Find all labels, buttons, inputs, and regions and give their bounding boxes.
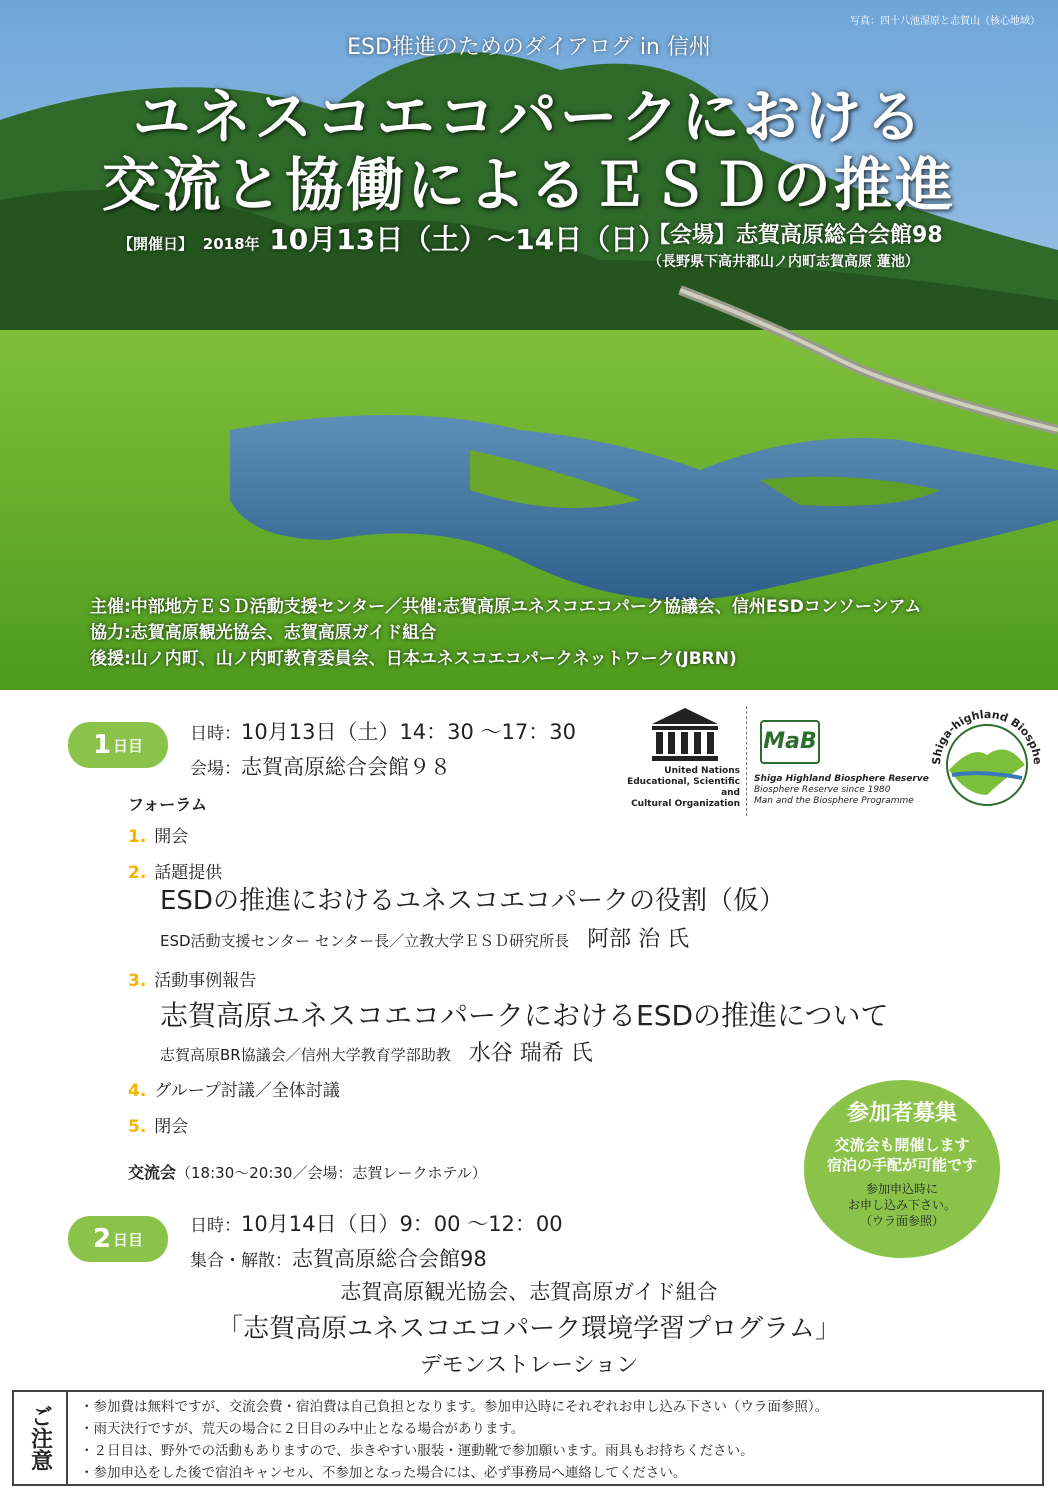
notice-heading: ご注意 bbox=[14, 1392, 68, 1484]
mab-caption: Biosphere Reserve since 1980 bbox=[754, 785, 891, 795]
recruit-line: 交流会も開催します bbox=[834, 1136, 970, 1154]
recruit-badge bbox=[804, 1080, 1000, 1258]
notice-box bbox=[12, 1390, 1044, 1486]
talk1-speaker-role: ESD活動支援センター センター長／立教大学ＥＳＤ研究所長 bbox=[160, 932, 570, 950]
date-year: 2018年 bbox=[202, 235, 260, 253]
talk1-speaker-name: 阿部 治 氏 bbox=[587, 927, 690, 952]
talk1-speaker bbox=[160, 922, 689, 953]
social-event bbox=[128, 1160, 487, 1183]
event-title-line2: 交流と協働によるＥＳＤの推進 bbox=[101, 151, 956, 219]
mab-logo bbox=[754, 706, 929, 806]
day1-label: 日目 bbox=[113, 736, 144, 755]
recruit-note: 参加申込時に bbox=[865, 1182, 938, 1196]
forum-heading: フォーラム bbox=[128, 795, 208, 814]
program-item-number: 2. bbox=[128, 863, 147, 883]
notice-item: ・参加申込をした後で宿泊キャンセル、不参加となった場合には、必ず事務局へ連絡してください。 bbox=[80, 1465, 687, 1481]
talk1-title: ESDの推進におけるユネスコエコパークの役割（仮） bbox=[160, 886, 785, 916]
hero-photo bbox=[0, 0, 1058, 690]
program-item-text: 話題提供 bbox=[154, 863, 223, 883]
day2-label: 日目 bbox=[113, 1230, 144, 1249]
recruit-heading: 参加者募集 bbox=[846, 1101, 957, 1126]
social-label: 交流会 bbox=[128, 1163, 177, 1182]
venue-name: 志賀高原総合会館98 bbox=[736, 223, 943, 248]
logo-divider bbox=[746, 706, 748, 816]
organizer-line: 協力:志賀高原観光協会、志賀高原ガイド組合 bbox=[90, 623, 437, 643]
temple-icon bbox=[650, 706, 720, 762]
day1-info bbox=[190, 716, 576, 786]
day1-datetime: 10月13日（土）14：30 〜17：30 bbox=[241, 720, 577, 744]
day2-venue-label: 集合・解散： bbox=[190, 1251, 292, 1271]
date-range: 10月13日（土）〜14日（日） bbox=[269, 223, 667, 256]
organizers bbox=[90, 594, 921, 672]
unesco-caption: Educational, Scientific and bbox=[627, 777, 740, 798]
mab-caption: Man and the Biosphere Programme bbox=[754, 796, 914, 806]
program-item bbox=[128, 822, 188, 847]
talk2-speaker-role: 志賀高原BR協議会／信州大学教育学部助教 bbox=[160, 1046, 451, 1064]
venue-address: （長野県下高井郡山ノ内町志賀高原 蓮池） bbox=[648, 254, 919, 270]
program-item bbox=[128, 1112, 188, 1137]
notice-item: ・２日目は、野外での活動もありますので、歩きやすい服装・運動靴で参加願います。雨具もお持ちください。 bbox=[80, 1443, 754, 1459]
seal-text: Shiga-highland Biosphe bbox=[929, 707, 1045, 766]
mab-mark: MaB bbox=[760, 720, 820, 764]
organizer-line: 後援:山ノ内町、山ノ内町教育委員会、日本ユネスコエコパークネットワーク(JBRN) bbox=[90, 649, 737, 669]
seal-icon bbox=[922, 700, 1052, 830]
program-item bbox=[128, 1076, 340, 1101]
day2-program-title: 「志賀高原ユネスコエコパーク環境学習プログラム」 bbox=[217, 1314, 841, 1344]
date-label: 【開催日】 bbox=[118, 235, 194, 253]
program-item-number: 3. bbox=[128, 971, 147, 991]
day1-venue: 志賀高原総合会館９８ bbox=[241, 755, 451, 779]
day2-info bbox=[190, 1208, 563, 1278]
unesco-logo bbox=[622, 706, 742, 809]
day2-badge bbox=[68, 1216, 168, 1262]
program-item-number: 1. bbox=[128, 827, 147, 847]
day2-datetime-label: 日時： bbox=[190, 1216, 241, 1236]
notice-item: ・参加費は無料ですが、交流会費・宿泊費は自己負担となります。参加申込時にそれぞれお申し込み下さい（ウラ面参照）。 bbox=[80, 1399, 829, 1415]
recruit-line: 宿泊の手配が可能です bbox=[826, 1156, 977, 1174]
program-item-text: 閉会 bbox=[154, 1117, 189, 1137]
event-venue bbox=[648, 218, 943, 271]
event-subtitle: ESD推進のためのダイアログ in 信州 bbox=[347, 35, 711, 60]
program-item bbox=[128, 966, 256, 991]
venue-label: 【会場】 bbox=[648, 223, 737, 248]
talk2-speaker-name: 水谷 瑞希 氏 bbox=[468, 1041, 593, 1066]
day2-program-subtitle: デモンストレーション bbox=[419, 1353, 639, 1378]
day1-badge bbox=[68, 722, 168, 768]
program-item-number: 5. bbox=[128, 1117, 147, 1137]
day2-organizers: 志賀高原観光協会、志賀高原ガイド組合 bbox=[340, 1280, 718, 1304]
notice-item: ・雨天決行ですが、荒天の場合に２日目のみ中止となる場合があります。 bbox=[80, 1421, 525, 1437]
day1-venue-label: 会場： bbox=[190, 759, 241, 779]
talk2-speaker bbox=[160, 1036, 593, 1067]
day2-datetime: 10月14日（日）9：00 〜12：00 bbox=[241, 1212, 563, 1236]
social-detail: （18:30〜20:30／会場：志賀レークホテル） bbox=[176, 1164, 487, 1182]
day1-number: 1 bbox=[92, 730, 112, 760]
program-item-text: 開会 bbox=[154, 827, 189, 847]
recruit-note: お申し込み下さい。 bbox=[847, 1198, 956, 1212]
organizer-line: 主催:中部地方ＥＳＤ活動支援センター／共催:志賀高原ユネスコエコパーク協議会、信州ESDコンソーシアム bbox=[90, 597, 922, 617]
mab-caption: Shiga Highland Biosphere Reserve bbox=[754, 774, 929, 784]
program-item-number: 4. bbox=[128, 1081, 147, 1101]
day1-datetime-label: 日時： bbox=[190, 724, 241, 744]
event-title-line1: ユネスコエコパークにおける bbox=[132, 83, 926, 151]
recruit-note: （ウラ面参照） bbox=[859, 1214, 944, 1228]
unesco-caption: Cultural Organization bbox=[631, 799, 740, 809]
talk2-title: 志賀高原ユネスコエコパークにおけるESDの推進について bbox=[160, 999, 889, 1032]
photo-credit: 写真：四十八池湿原と志賀山（核心地域） bbox=[850, 16, 1040, 27]
day2-number: 2 bbox=[92, 1224, 112, 1254]
program-item-text: グループ討議／全体討議 bbox=[154, 1081, 340, 1101]
biosphere-seal-logo bbox=[922, 700, 1052, 830]
notice-list bbox=[80, 1396, 828, 1484]
program-item-text: 活動事例報告 bbox=[154, 971, 257, 991]
event-date bbox=[118, 218, 666, 258]
day2-venue: 志賀高原総合会館98 bbox=[292, 1247, 487, 1271]
unesco-caption: United Nations bbox=[664, 766, 740, 776]
